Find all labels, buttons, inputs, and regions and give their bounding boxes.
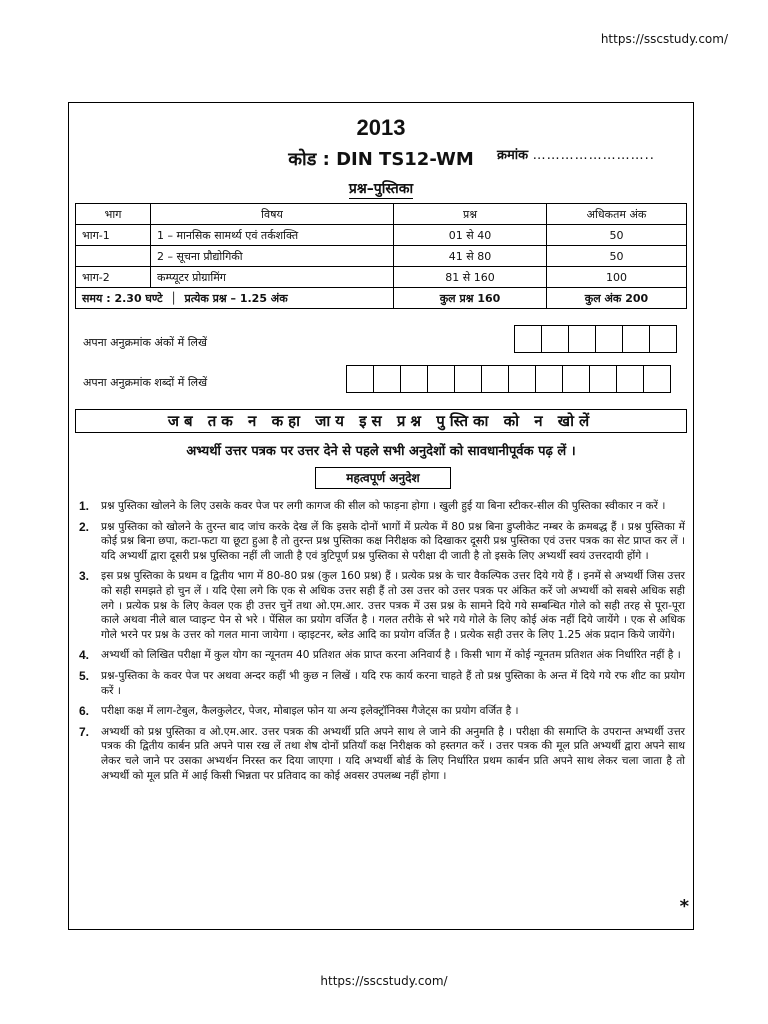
roll-digit-box[interactable] (649, 325, 677, 353)
exam-year: 2013 (356, 115, 406, 140)
table-header-cell: विषय (151, 204, 394, 225)
paper-structure-table (75, 203, 687, 309)
time-and-marks-cell: समय : 2.30 घण्टे │ प्रत्येक प्रश्न – 1.25 अंक (76, 288, 394, 309)
roll-digit-box[interactable] (568, 325, 596, 353)
roll-word-box[interactable] (400, 365, 428, 393)
total-questions: कुल प्रश्न 160 (394, 288, 547, 309)
important-instructions-title: महत्वपूर्ण अनुदेश (315, 467, 451, 489)
item-text: अभ्यर्थी को प्रश्न पुस्तिका व ओ.एम.आर. उत्तर पत्रक की अभ्यर्थी प्रति अपने साथ ले जाने की अनुमति है । परीक्षा की समाप्ति के उपरान्त अभ्यर्थी उत्तर पत्रक की द्वितीय कार्बन प्रति अपने पास रख लें तथा शेष दोनों प्रतियाँ कक्ष निरीक्षक को हस्तगत करें । उत्तर पत्रक की मूल प्रति अभ्यर्थी द्वारा अपने साथ लेकर चले जाने पर उसका अभ्यर्थन निरस्त कर दिया जाएगा । यदि अभ्यर्थी बोर्ड के लिए निर्धारित प्रथम कार्बन प्रति अपने साथ लेकर चला जाता है तो अभ्यर्थी को मूल प्रति में आई किसी भिन्नता पर प्रतिवाद का कोई अवसर उपलब्ध नहीं होगा । (101, 725, 685, 782)
instructions-list (79, 499, 685, 789)
roll-word-box[interactable] (535, 365, 563, 393)
star-mark: * (679, 896, 689, 917)
exam-cover-page (68, 102, 694, 930)
table-header-cell: अधिकतम अंक (547, 204, 687, 225)
roll-word-box[interactable] (562, 365, 590, 393)
total-marks: कुल अंक 200 (547, 288, 687, 309)
table-header-row (76, 204, 687, 225)
marks-per-question: प्रत्येक प्रश्न – 1.25 अंक (184, 291, 288, 305)
item-text: परीक्षा कक्ष में लाग-टेबुल, कैलकुलेटर, पेजर, मोबाइल फोन या अन्य इलेक्ट्रॉनिक्स गैजेट्स का प्रयोग वर्जित है । (101, 705, 519, 718)
roll-words-label: अपना अनुक्रमांक शब्दों में लिखें (83, 376, 208, 389)
roll-digit-box[interactable] (595, 325, 623, 353)
roll-words-boxes[interactable] (347, 365, 671, 393)
exam-code: कोड : DIN TS12-WM (288, 149, 474, 170)
table-header-cell: प्रश्न (394, 204, 547, 225)
roll-word-box[interactable] (616, 365, 644, 393)
table-cell: 50 (547, 246, 687, 267)
table-row (76, 246, 687, 267)
table-cell: 01 से 40 (394, 225, 547, 246)
roll-digit-box[interactable] (541, 325, 569, 353)
booklet-title (69, 179, 693, 198)
table-cell: कम्प्यूटर प्रोग्रामिंग (151, 267, 394, 288)
serial-dots: …………………….. (532, 148, 655, 163)
table-cell (76, 246, 151, 267)
roll-word-box[interactable] (373, 365, 401, 393)
item-number: 7. (79, 724, 90, 739)
roll-word-box[interactable] (589, 365, 617, 393)
time-limit: समय : 2.30 घण्टे (82, 291, 163, 305)
item-text: प्रश्न पुस्तिका को खोलने के तुरन्त बाद जांच करके देख लें कि इसके दोनों भागों में प्रत्येक में 80 प्रश्न बिना डुप्लीकेट नम्बर के क्रमबद्ध हैं । प्रश्न पुस्तिका में कोई प्रश्न बिना छपा, कटा-फटा या छूटा हुआ है तो तुरन्त प्रश्न पुस्तिका कक्ष निरीक्षक को दिखाकर दूसरी प्रश्न पुस्तिका एवं उत्तर पत्रक का सेट प्राप्त कर लें । यदि अभ्यर्थी द्वारा दूसरी प्रश्न पुस्तिका नहीं ली जाती है एवं त्रुटिपूर्ण प्रश्न पुस्तिका से परीक्षा दी जाती है तो इसके लिए अभ्यर्थी स्वयं उत्तरदायी होंगे । (101, 520, 685, 562)
table-cell: 41 से 80 (394, 246, 547, 267)
do-not-open-warning: जब तक न कहा जाय इस प्रश्न पुस्तिका को न खोलें (75, 409, 687, 433)
roll-word-box[interactable] (643, 365, 671, 393)
list-item (79, 499, 685, 514)
source-url-bottom[interactable]: https://sscstudy.com/ (320, 974, 448, 988)
table-cell: 100 (547, 267, 687, 288)
serial-label: क्रमांक (497, 148, 529, 163)
booklet-title-text: प्रश्न–पुस्तिका (348, 181, 414, 197)
roll-word-box[interactable] (427, 365, 455, 393)
roll-word-box[interactable] (481, 365, 509, 393)
table-cell: 81 से 160 (394, 267, 547, 288)
table-cell: 50 (547, 225, 687, 246)
table-footer-row (76, 288, 687, 309)
roll-word-box[interactable] (454, 365, 482, 393)
list-item (79, 648, 685, 663)
roll-digits-label: अपना अनुक्रमांक अंकों में लिखें (83, 336, 208, 349)
table-cell: 2 – सूचना प्रौद्योगिकी (151, 246, 394, 267)
roll-digit-box[interactable] (622, 325, 650, 353)
list-item (79, 704, 685, 719)
roll-word-box[interactable] (346, 365, 374, 393)
serial-number-field (497, 145, 655, 163)
item-number: 3. (79, 569, 90, 584)
item-text: प्रश्न-पुस्तिका के कवर पेज पर अथवा अन्दर कहीं भी कुछ न लिखें । यदि रफ कार्य करना चाहते हैं तो प्रश्न पुस्तिका के अन्त में दिये गये रफ शीट का प्रयोग करें । (101, 669, 685, 697)
source-url-top[interactable]: https://sscstudy.com/ (600, 32, 728, 46)
item-text: प्रश्न पुस्तिका खोलने के लिए उसके कवर पेज पर लगी कागज की सील को फाड़ना होगा । खुली हुई या बिना स्टीकर-सील की पुस्तिका स्वीकार न करें । (101, 500, 666, 512)
item-number: 1. (79, 499, 90, 513)
item-number: 2. (79, 519, 90, 534)
table-cell: भाग-1 (76, 225, 151, 246)
roll-digit-box[interactable] (514, 325, 542, 353)
table-row (76, 267, 687, 288)
list-item (79, 569, 685, 642)
item-text: इस प्रश्न पुस्तिका के प्रथम व द्वितीय भाग में 80-80 प्रश्न (कुल 160 प्रश्न) हैं । प्रत्येक प्रश्न के चार वैकल्पिक उत्तर दिये गये हैं । इनमें से अभ्यर्थी जिस उत्तर को सही समझते हो चुन लें । यदि ऐसा लगे कि एक से अधिक उत्तर सही हैं तो उस उत्तर को उत्तर पत्रक पर अंकित करें जो अभ्यर्थी को सबसे अधिक सही लगे । प्रत्येक प्रश्न के लिए केवल एक ही उत्तर चुनें तथा ओ.एम.आर. उत्तर पत्रक में उस प्रश्न के सामने दिये गये सम्बन्धित गोले को सही तरह से पूरा-पूरा काले अथवा नीले बाल प्वाइन्ट पेन से भरे । पेंसिल का प्रयोग वर्जित है । गलत तरीके से भरे गये गोले के लिए कोई अंक नहीं दिये जायेंगे । एक से अधिक गोले भरने पर प्रश्न के उत्तर को गलत माना जायेगा । व्हाइटनर, ब्लेड आदि का प्रयोग वर्जित है । प्रत्येक सही उत्तर के लिए 1.25 अंक प्रदान किये जायेंगे। (101, 570, 685, 641)
table-cell: 1 – मानसिक सामर्थ्य एवं तर्कशक्ति (151, 225, 394, 246)
roll-digits-boxes[interactable] (515, 325, 677, 353)
list-item (79, 520, 685, 564)
item-text: अभ्यर्थी को लिखित परीक्षा में कुल योग का न्यूनतम 40 प्रतिशत अंक प्राप्त करना अनिवार्य है । किसी भाग में कोई न्यूनतम प्रतिशत अंक निर्धारित नहीं है । (101, 649, 681, 662)
item-number: 5. (79, 668, 90, 683)
list-item (79, 725, 685, 783)
table-header-cell: भाग (76, 204, 151, 225)
item-number: 4. (79, 648, 90, 663)
item-number: 6. (79, 704, 90, 719)
table-row (76, 225, 687, 246)
read-instructions-advice: अभ्यर्थी उत्तर पत्रक पर उत्तर देने से पहले सभी अनुदेशों को सावधानीपूर्वक पढ़ लें । (186, 444, 576, 459)
list-item (79, 669, 685, 698)
roll-word-box[interactable] (508, 365, 536, 393)
table-cell: भाग-2 (76, 267, 151, 288)
